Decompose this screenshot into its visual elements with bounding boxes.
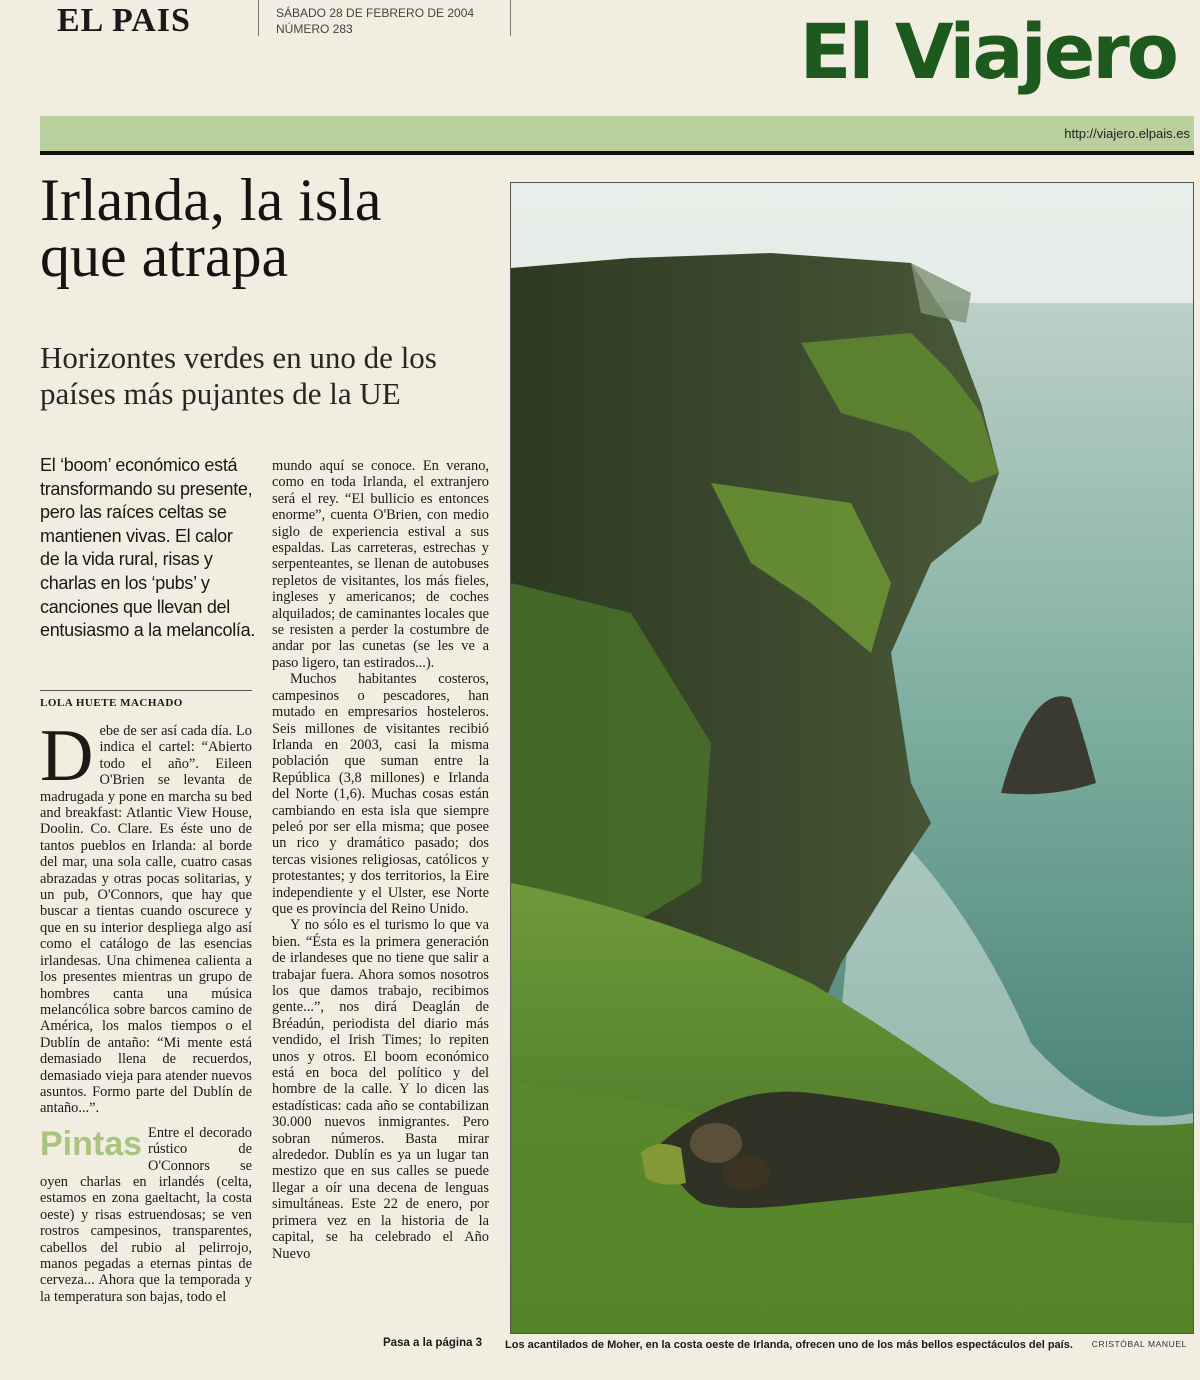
subheadline-line: países más pujantes de la UE xyxy=(40,376,401,411)
headline xyxy=(40,167,500,289)
body-paragraph-text: ebe de ser así cada día. Lo indica el cartel: “Abierto todo el año”. Eileen O'Brien se levanta de madrugada y pone en marcha su bed and breakfast: Atlantic View House, Doolin. Co. Clare. Es éste uno de tantos pueblos en Irlanda: al borde del mar, una sola calle, cuatro casas abrazadas y otras pocas solitarias, y un pub, O'Connors, que hay que buscar a tientas cuando oscurece y que en su interior despliega algo así como el catálogo de las esencias irlandesas. Una chimenea calienta a los presentes mientras un grupo de hombres canta una música melancólica sobre barcos camino de América, los malos tiempos o el Dublín de antaño: “Mi mente está demasiado llena de recuerdos, demasiado vieja para atender nuevos asuntos. Formo parte del Dublín de antaño...”. xyxy=(40,723,252,1117)
body-paragraph: Muchos habitantes costeros, campesinos o pescadores, han mutado en empresarios hosteleros. Seis millones de visitantes recibió Irlanda en 2003, casi la misma población que suman entre la República (3,8 millones) e Irlanda del Norte (1,6). Muchas cosas están cambiando en esta isla que siempre peleó por ser ella misma; que posee un rico y dramático pasado; dos tercas visiones religiosas, católicos y protestantes; y dos territorios, la Eire independiente y el Ulster, ese Norte que es provincia del Reino Unido. xyxy=(272,671,489,917)
continued-on-page: Pasa a la página 3 xyxy=(383,1337,483,1349)
subheadline-line: Horizontes verdes en uno de los xyxy=(40,340,437,375)
subsection-heading: Pintas xyxy=(40,1124,143,1163)
body-paragraph xyxy=(40,715,252,1117)
headline-line: Irlanda, la isla xyxy=(40,167,382,233)
website-link[interactable]: http://viajero.elpais.es xyxy=(1064,126,1190,141)
masthead-divider xyxy=(258,0,259,36)
lead-line: charlas en los ‘pubs’ y xyxy=(40,572,210,593)
lead-line: mantienen vivas. El calor xyxy=(40,525,233,546)
section-band xyxy=(40,116,1194,152)
photo-credit: CRISTÓBAL MANUEL xyxy=(1091,1339,1187,1349)
section-title: El Viajero xyxy=(799,7,1176,96)
masthead-divider-right xyxy=(510,0,511,36)
body-column-2 xyxy=(272,458,489,1262)
lead-line: pero las raíces celtas se xyxy=(40,502,227,523)
cliffs-illustration xyxy=(511,183,1193,1333)
issue-number: NÚMERO 283 xyxy=(276,22,353,36)
cliffs-photo xyxy=(510,182,1194,1334)
lead-line: entusiasmo a la melancolía. xyxy=(40,620,256,641)
lead-line: El ‘boom’ económico está xyxy=(40,455,238,475)
body-paragraph: Y no sólo es el turismo lo que va bien. “Ésta es la primera generación de irlandeses que no tiene que salir a trabajar fuera. Ahora somos nosotros los que damos trabajo, recibimos gente...”, nos dirá Deaglán de Bréadún, periodista del diario más vendido, el Irish Times; lo repiten unos y otros. El boom económico está en boca del político y del hombre de la calle. Y lo dicen las estadísticas: cada año se contabilizan 30.000 nuevos inmigrantes. Pero sobran números. Basta mirar alrededor. Dublín es ya un lugar tan mestizo que en sus calles se puede llegar a oír una decena de lenguas simultáneas. Este 22 de enero, por primera vez en la historia de la capital, se ha celebrado el Año Nuevo xyxy=(272,917,489,1262)
body-paragraph xyxy=(40,1125,252,1305)
lead-line: transformando su presente, xyxy=(40,478,253,499)
body-paragraph-text: Entre el decorado rústico de O'Connors se oyen charlas en irlandés (celta, estamos en zona gaeltacht, la costa oeste) y risas estruendosas; se ven rostros campesinos, transparentes, cabellos del rubio al pelirrojo, manos pegadas a eternas pintas de cerveza... Ahora que la temporada y la temperatura son bajas, todo el xyxy=(40,1124,252,1305)
photo-caption: Los acantilados de Moher, en la costa oeste de Irlanda, ofrecen uno de los más bellos espectáculos del país. xyxy=(505,1339,1073,1351)
drop-cap: D xyxy=(40,715,94,797)
subheadline xyxy=(40,340,500,412)
newspaper-name: EL PAIS xyxy=(57,2,191,39)
headline-line: que atrapa xyxy=(40,223,289,289)
issue-date: SÁBADO 28 DE FEBRERO DE 2004 xyxy=(276,6,475,20)
byline: LOLA HUETE MACHADO xyxy=(40,697,183,709)
masthead-rule xyxy=(40,151,1194,155)
body-column-1 xyxy=(40,715,252,1305)
lead-line: de la vida rural, risas y xyxy=(40,549,213,570)
byline-rule xyxy=(40,690,252,691)
lead-paragraph xyxy=(40,454,262,643)
lead-line: canciones que llevan del xyxy=(40,596,230,617)
body-paragraph: mundo aquí se conoce. En verano, como en toda Irlanda, el extranjero será el rey. “El bullicio es entonces enorme”, cuenta O'Brien, con medio siglo de experiencia estival a sus espaldas. Las carreteras, estrechas y serpenteantes, se llenan de autobuses repletos de visitantes, los más fieles, ingleses y americanos; de coches alquilados; de caminantes locales que se resisten a perder la costumbre de andar por las cunetas (se les ve a paso ligero, tan estirados...). xyxy=(272,458,489,671)
